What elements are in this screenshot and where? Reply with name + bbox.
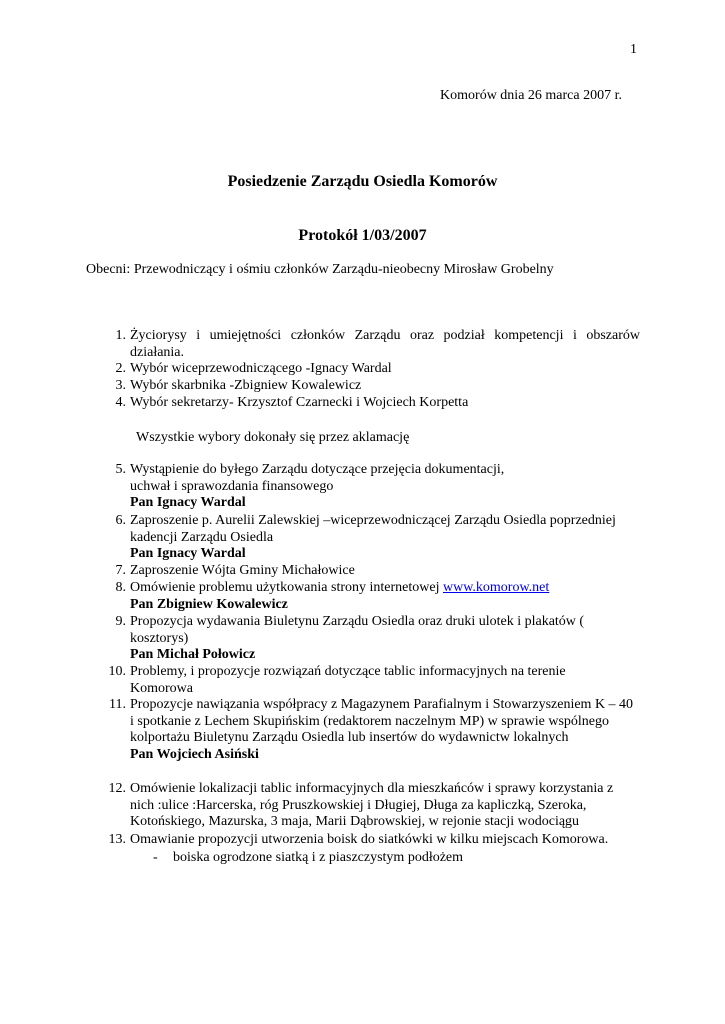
agenda-item [104,462,524,512]
item-number: 3. [115,378,126,393]
presenter-name: Pan Ignacy Wardal [130,546,246,561]
protocol-number: Protokół 1/03/2007 [298,227,427,244]
date-line: Komorów dnia 26 marca 2007 r. [440,88,622,103]
item-number: 13. [108,832,126,847]
agenda-item [104,781,636,831]
presenter-name: Pan Wojciech Asiński [130,746,259,762]
item-number: 5. [115,462,126,477]
item-text: Wystąpienie do byłego Zarządu dotyczące przejęcia dokumentacji, uchwał i sprawozdania finansowego [130,462,505,494]
presenter-name: Pan Ignacy Wardal [130,495,246,510]
item-text: Zaproszenie Wójta Gminy Michałowice [130,563,355,578]
agenda-item [104,614,604,664]
item-text: Problemy, i propozycje rozwiązań dotyczące tablic informacyjnych na terenie Komorowa [130,664,566,696]
item-text: Omówienie lokalizacji tablic informacyjnych dla mieszkańców i sprawy korzystania z nich :ulice :Harcerska, róg Pruszkowskiej i Długiej, Długa za kapliczką, Szeroka, Kotońskiego, Mazurska, 3 maja, Marii Dąbrowskiej, w rejonie stacji wodociągu [130,781,614,829]
item-text: Omawianie propozycji utworzenia boisk do siatkówki w kilku miejscach Komorowa. [130,832,609,847]
presenter-name: Pan Michał Połowicz [130,647,256,662]
item-text: Zaproszenie p. Aurelii Zalewskiej –wiceprzewodniczącej Zarządu Osiedla poprzedniej kadencji Zarządu Osiedla [130,513,616,545]
agenda-item [104,832,704,849]
agenda-item [104,697,636,763]
item-number: 9. [115,614,126,629]
page-number: 1 [630,42,637,57]
item-number: 11. [109,697,126,712]
presenter-name: Pan Zbigniew Kowalewicz [130,596,288,612]
agenda-item [104,378,640,395]
item-number: 10. [108,664,126,679]
item-text: Życiorysy i umiejętności członków Zarządu oraz podział kompetencji i obszarów działania. [130,328,640,360]
document-title: Posiedzenie Zarządu Osiedla Komorów [227,173,498,190]
agenda-item [104,664,574,697]
agenda-item [104,328,640,361]
item-text: Propozycje nawiązania współpracy z Magazynem Parafialnym i Stowarzyszeniem K – 40 i spotkanie z Lechem Skupińskim (redaktorem naczelnym MP) w sprawie wspólnego kolportażu Biuletynu Zarządu Osiedla lub insertów do wydawnictw lokalnych [130,697,634,745]
agenda-item [104,580,640,613]
bullet-dash: - [153,850,158,865]
item-number: 2. [115,361,126,376]
attendance-line: Obecni: Przewodniczący i ośmiu członków Zarządu-nieobecny Mirosław Grobelny [86,262,554,277]
item-text: Wybór sekretarzy- Krzysztof Czarnecki i Wojciech Korpetta [130,395,469,410]
item-number: 8. [115,580,126,595]
item-number: 6. [115,513,126,528]
item-number: 4. [115,395,126,410]
item-text: Omówienie problemu użytkowania strony internetowej [130,580,443,595]
item-text: Wybór skarbnika -Zbigniew Kowalewicz [130,378,362,393]
website-link[interactable]: www.komorow.net [442,580,550,595]
agenda-item [104,513,640,563]
acclamation-note: Wszystkie wybory dokonały się przez aklamację [136,430,410,445]
item-text: Wybór wiceprzewodniczącego -Ignacy Wardal [130,361,392,376]
item-number: 7. [115,563,126,578]
agenda-item [104,361,640,378]
item-number: 1. [115,328,126,343]
agenda-item [104,563,640,580]
item-number: 12. [108,781,126,796]
sub-bullet-text: boiska ogrodzone siatką i z piaszczystym podłożem [173,850,464,865]
item-text: Propozycja wydawania Biuletynu Zarządu Osiedla oraz druki ulotek i plakatów ( kosztorys) [130,614,585,646]
agenda-item [104,395,640,412]
